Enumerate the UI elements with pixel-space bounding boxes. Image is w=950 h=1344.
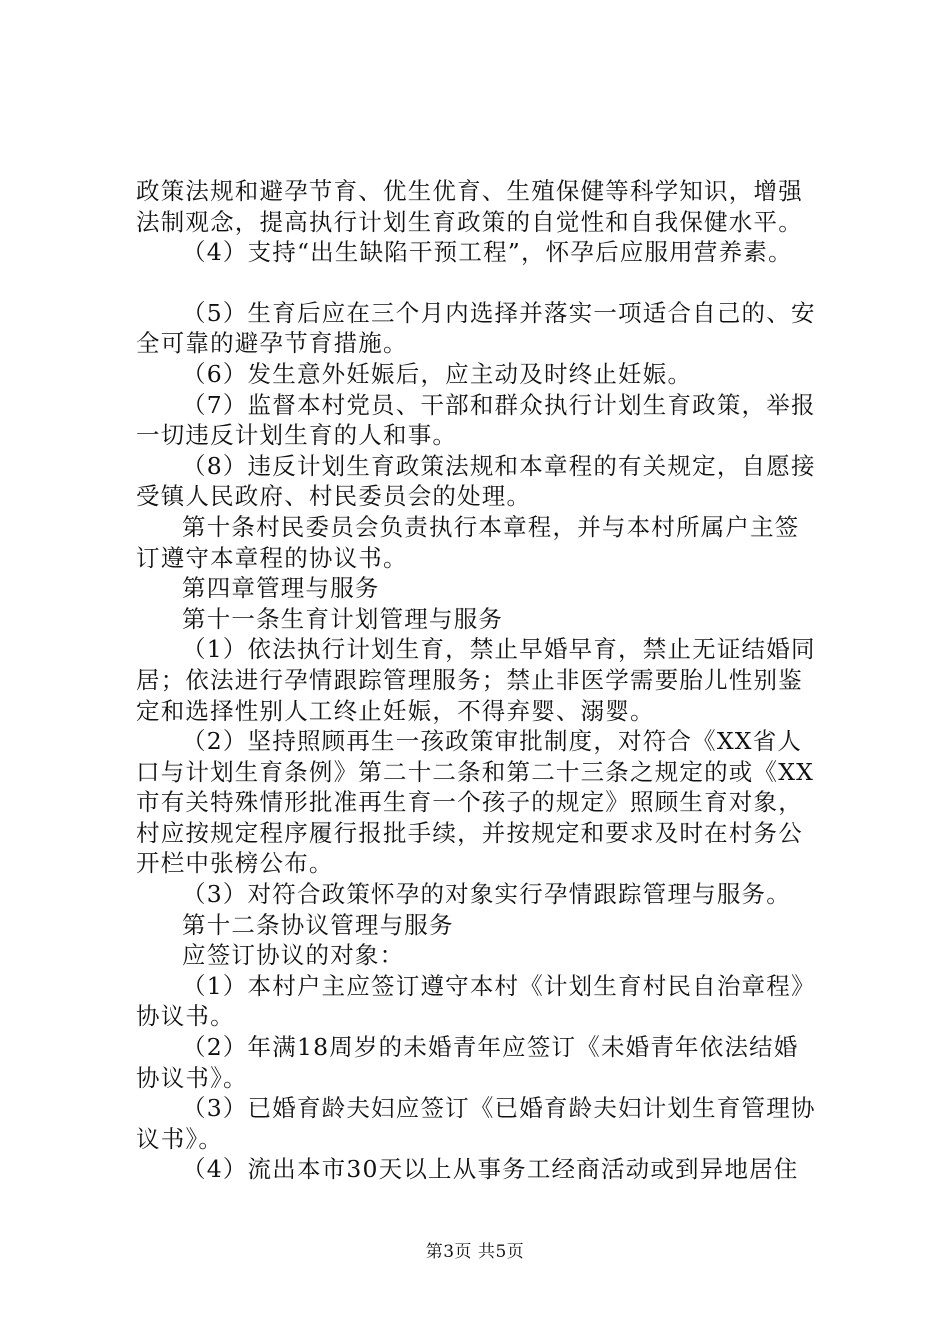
article-heading: 第十一条生育计划管理与服务 (182, 604, 504, 633)
document-body (136, 176, 836, 1185)
text-line: 协议书》。 (136, 1063, 248, 1092)
text-line: 订遵守本章程的协议书。 (136, 543, 408, 572)
text-line: （3）对符合政策怀孕的对象实行孕情跟踪管理与服务。 (182, 880, 791, 909)
text-line: （6）发生意外妊娠后，应主动及时终止妊娠。 (182, 359, 693, 388)
article-heading: 第十二条协议管理与服务 (182, 910, 454, 939)
text-line: （2）坚持照顾再生一孩政策审批制度，对符合《XX省人 (182, 727, 803, 756)
text-line: （1）本村户主应签订遵守本村《计划生育村民自治章程》 (182, 971, 816, 1000)
text-line: 受镇人民政府、村民委员会的处理。 (136, 482, 532, 511)
text-line: （7）监督本村党员、干部和群众执行计划生育政策，举报 (182, 390, 816, 419)
text-line: （4）支持“出生缺陷干预工程”，怀孕后应服用营养素。 (182, 238, 793, 267)
text-line: 一切违反计划生育的人和事。 (136, 421, 458, 450)
text-line: 定和选择性别人工终止妊娠，不得弃婴、溺婴。 (136, 696, 655, 725)
text-line: 居；依法进行孕情跟踪管理服务；禁止非医学需要胎儿性别鉴 (136, 665, 803, 694)
text-line: 村应按规定程序履行报批手续，并按规定和要求及时在村务公 (136, 818, 803, 847)
chapter-heading: 第四章管理与服务 (182, 574, 380, 603)
text-line: （8）违反计划生育政策法规和本章程的有关规定，自愿接 (182, 451, 816, 480)
text-line: 市有关特殊情形批准再生育一个孩子的规定》照顾生育对象， (136, 788, 803, 817)
text-line: 口与计划生育条例》第二十二条和第二十三条之规定的或《XX (136, 757, 815, 786)
text-line: 协议书。 (136, 1002, 235, 1031)
text-line: 全可靠的避孕节育措施。 (136, 329, 408, 358)
text-line: （3）已婚育龄夫妇应签订《已婚育龄夫妇计划生育管理协 (182, 1094, 816, 1123)
page-footer: 第3页 共5页 (425, 1242, 525, 1262)
paragraph-gap (136, 268, 836, 298)
text-line: 开栏中张榜公布。 (136, 849, 334, 878)
text-line: 应签订协议的对象： (182, 941, 405, 970)
text-line: （5）生育后应在三个月内选择并落实一项适合自己的、安 (182, 298, 816, 327)
text-line: （2）年满18周岁的未婚青年应签订《未婚青年依法结婚 (182, 1033, 799, 1062)
text-line: 议书》。 (136, 1124, 224, 1153)
text-line: （1）依法执行计划生育，禁止早婚早育，禁止无证结婚同 (182, 635, 816, 664)
text-line: 法制观念，提高执行计划生育政策的自觉性和自我保健水平。 (136, 207, 803, 236)
text-line: 政策法规和避孕节育、优生优育、生殖保健等科学知识，增强 (136, 177, 803, 205)
text-line: （4）流出本市30天以上从事务工经商活动或到异地居住 (182, 1155, 799, 1184)
text-line: 第十条村民委员会负责执行本章程，并与本村所属户主签 (182, 512, 800, 541)
